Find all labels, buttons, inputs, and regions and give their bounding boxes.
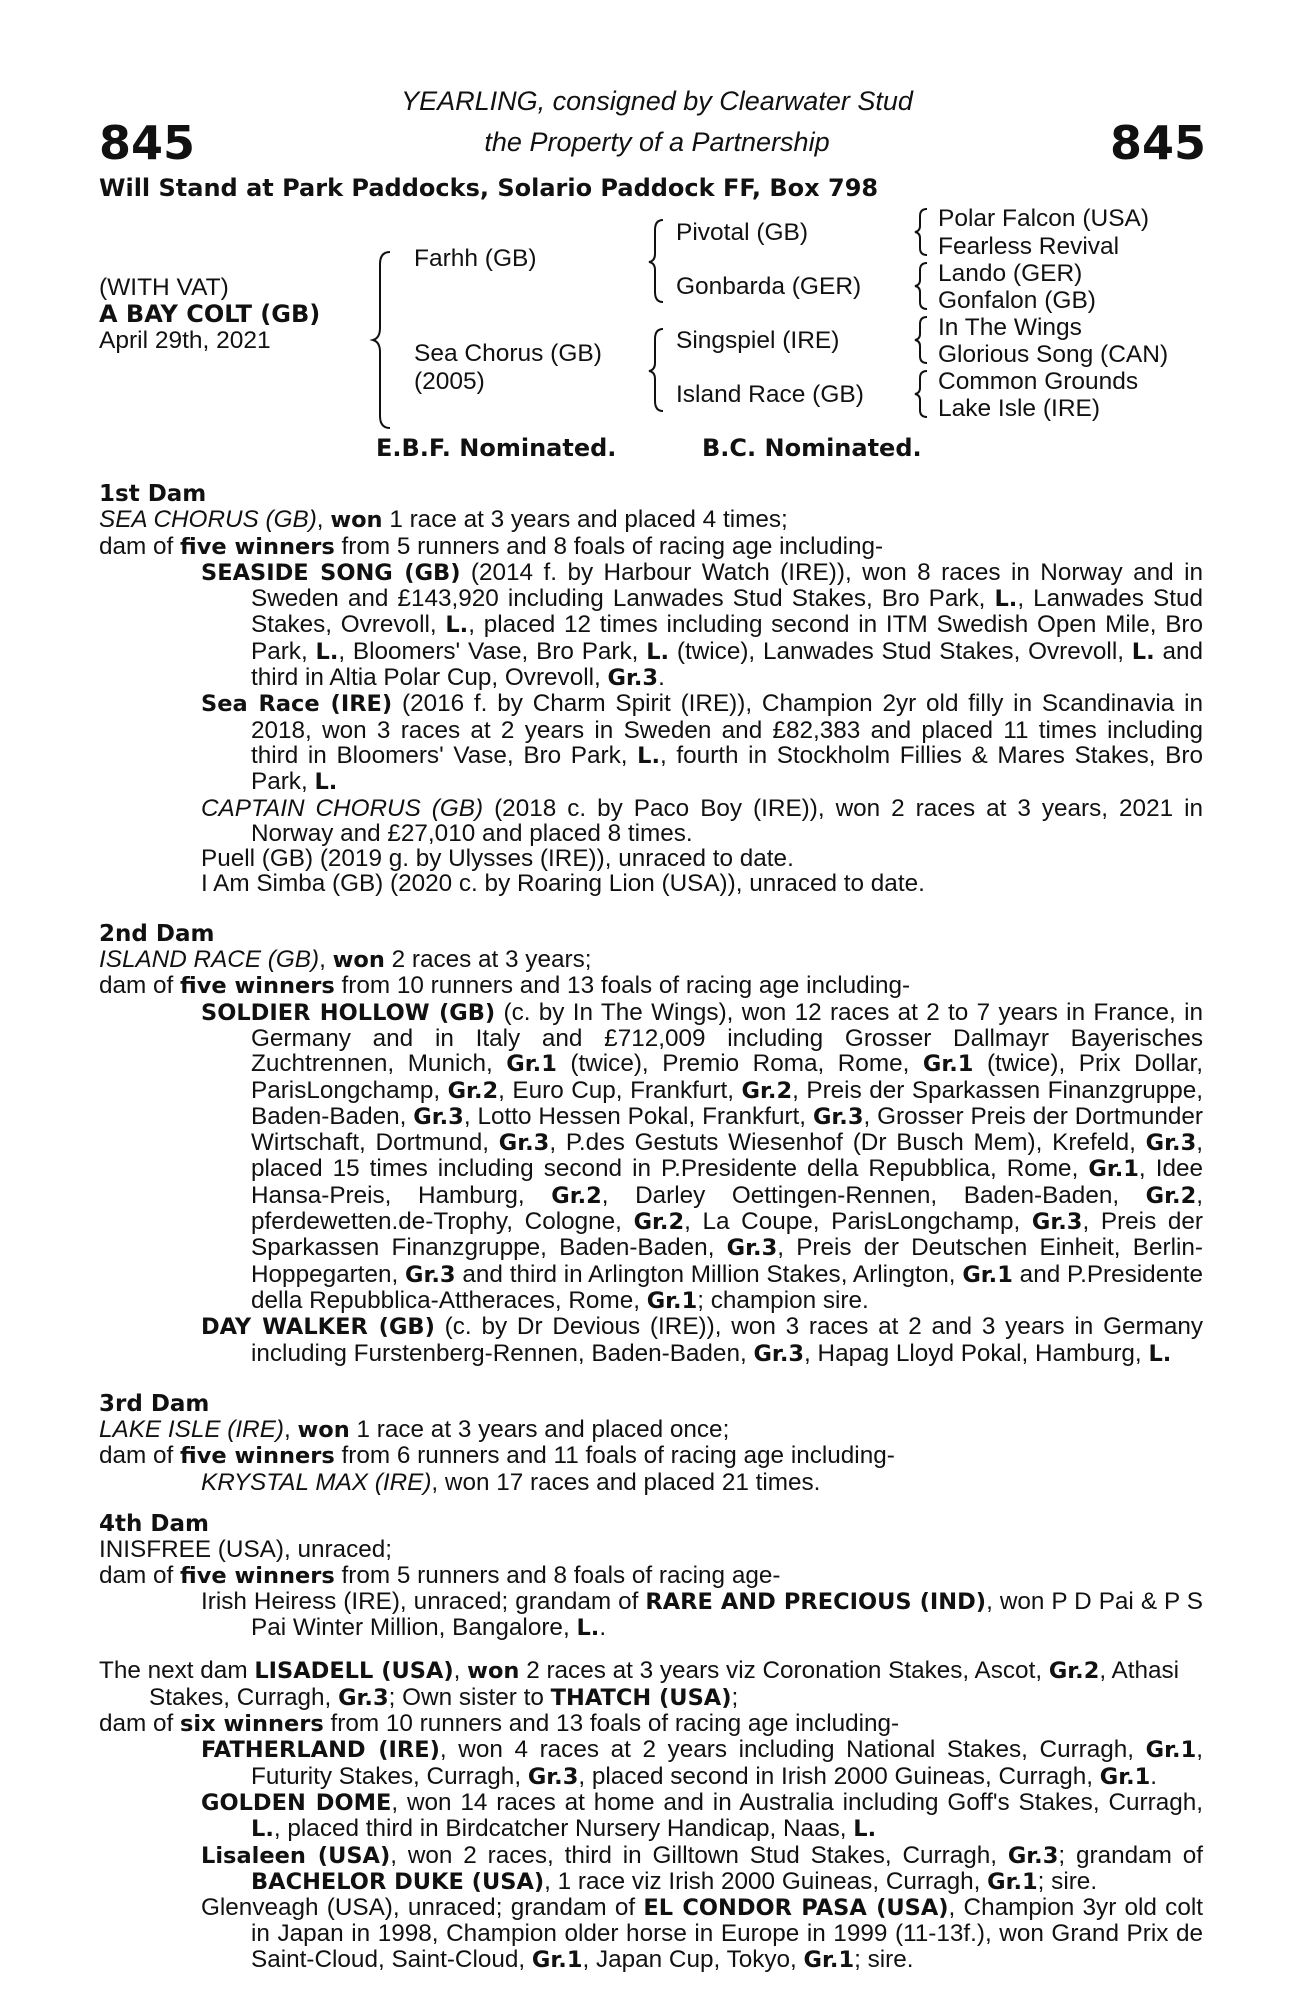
produce-i-am-simba: I Am Simba (GB) (2020 c. by Roaring Lion (USA)), unraced to date.	[201, 870, 925, 898]
produce-seaside-song: SEASIDE SONG (GB) (2014 f. by Harbour Watch (IRE)), won 8 races in Norway and in Sweden and £143,920 including Lanwades Stud Stakes, Bro Park, L., Lanwades Stud Stakes, Ovrevoll, L., placed 12 times including second in ITM Swedish Open Mile, Bro Park, L., Bloomers' Vase, Bro Park, L. (twice), Lanwades Stud Stakes, Ovrevoll, L. and third in Altia Polar Cup, Ovrevoll, Gr.3.	[201, 558, 1204, 692]
pedigree-g3: Lando (GER)	[938, 260, 1083, 287]
produce-fatherland: FATHERLAND (IRE), won 4 races at 2 years including National Stakes, Curragh, Gr.1, Futurity Stakes, Curragh, Gr.3, placed second in Irish 2000 Guineas, Curragh, Gr.1.	[201, 1736, 1203, 1790]
catalogue-body	[99, 482, 1203, 1973]
pedigree-dam: Sea Chorus (GB)	[414, 340, 602, 367]
pedigree-sire-dam: Gonbarda (GER)	[676, 273, 862, 300]
produce-puell: Puell (GB) (2019 g. by Ulysses (IRE)), unraced to date.	[201, 845, 794, 873]
produce-lisaleen: Lisaleen (USA), won 2 races, third in Gilltown Stud Stakes, Curragh, Gr.3; grandam of BACHELOR DUKE (USA), 1 race viz Irish 2000 Guineas, Curragh, Gr.1; sire.	[201, 1841, 1203, 1895]
third-dam-heading: 3rd Dam	[99, 1390, 210, 1417]
brace-sire-parents	[648, 218, 668, 304]
pedigree-g5: In The Wings	[938, 314, 1082, 341]
pedigree-g1: Polar Falcon (USA)	[938, 205, 1150, 232]
brace-gen3-b	[914, 261, 932, 311]
pedigree-dam-dam: Island Race (GB)	[676, 381, 864, 408]
stand-location: Will Stand at Park Paddocks, Solario Paddock FF, Box 798	[99, 174, 879, 202]
pedigree-g6: Glorious Song (CAN)	[938, 341, 1169, 368]
ebf-nomination: E.B.F. Nominated.	[376, 434, 617, 462]
lot-number-right: 845	[1110, 116, 1207, 170]
ownership-line: the Property of a Partnership	[484, 127, 830, 157]
next-dam-produce-summary: dam of six winners from 10 runners and 13 foals of racing age including-	[99, 1710, 900, 1738]
pedigree-g8: Lake Isle (IRE)	[938, 395, 1101, 422]
produce-glenveagh: Glenveagh (USA), unraced; grandam of EL CONDOR PASA (USA), Champion 3yr old colt in Japan in 1998, Champion older horse in Europe in 1999 (11-13f.), won Grand Prix de Saint-Cloud, Saint-Cloud, Gr.1, Japan Cup, Tokyo, Gr.1; sire.	[201, 1894, 1203, 1973]
produce-irish-heiress: Irish Heiress (IRE), unraced; grandam of RARE AND PRECIOUS (IND), won P D Pai & P S Pai Winter Million, Bangalore, L..	[201, 1587, 1203, 1642]
third-dam-produce-summary: dam of five winners from 6 runners and 11 foals of racing age including-	[99, 1442, 895, 1470]
foaling-date: April 29th, 2021	[99, 327, 271, 354]
second-dam-record: ISLAND RACE (GB), won 2 races at 3 years;	[99, 946, 592, 974]
fourth-dam-heading: 4th Dam	[99, 1510, 209, 1537]
pedigree-dam-year: (2005)	[414, 368, 485, 395]
third-dam-record: LAKE ISLE (IRE), won 1 race at 3 years and placed once;	[99, 1416, 730, 1444]
brace-gen3-d	[914, 369, 932, 419]
brace-sire-dam	[372, 250, 396, 430]
first-dam-heading: 1st Dam	[99, 481, 207, 507]
pedigree-g4: Gonfalon (GB)	[938, 287, 1096, 314]
vat-note: (WITH VAT)	[99, 274, 229, 301]
produce-golden-dome: GOLDEN DOME, won 14 races at home and in Australia including Goff's Stakes, Curragh, L., placed third in Birdcatcher Nursery Handicap, Naas, L.	[201, 1788, 1203, 1843]
produce-captain-chorus: CAPTAIN CHORUS (GB) (2018 c. by Paco Boy (IRE)), won 2 races at 3 years, 2021 in Norway and £27,010 and placed 8 times.	[201, 794, 1204, 847]
horse-name: A BAY COLT (GB)	[99, 300, 321, 328]
bc-nomination: B.C. Nominated.	[702, 434, 922, 462]
brace-gen3-a	[914, 207, 932, 257]
second-dam-heading: 2nd Dam	[99, 920, 215, 947]
pedigree-dam-sire: Singspiel (IRE)	[676, 327, 840, 354]
pedigree-sire: Farhh (GB)	[414, 245, 537, 272]
first-dam-record: SEA CHORUS (GB), won 1 race at 3 years and placed 4 times;	[99, 506, 788, 534]
second-dam-produce-summary: dam of five winners from 10 runners and 13 foals of racing age including-	[99, 972, 911, 1000]
next-dam-record: The next dam LISADELL (USA), won 2 races at 3 years viz Coronation Stakes, Ascot, Gr.2, Athasi Stakes, Curragh, Gr.3; Own sister to THATCH (USA);	[99, 1657, 1180, 1711]
produce-soldier-hollow: SOLDIER HOLLOW (GB) (c. by In The Wings), won 12 races at 2 to 7 years in France, in Germany and in Italy and £712,009 including Grosser Dallmayr Bayerisches Zuchtrennen, Munich, Gr.1 (twice), Premio Roma, Rome, Gr.1 (twice), Prix Dollar, ParisLongchamp, Gr.2, Euro Cup, Frankfurt, Gr.2, Preis der Sparkassen Finanzgruppe, Baden-Baden, Gr.3, Lotto Hessen Pokal, Frankfurt, Gr.3, Grosser Preis der Dortmunder Wirtschaft, Dortmund, Gr.3, P.des Gestuts Wiesenhof (Dr Busch Mem), Krefeld, Gr.3, placed 15 times including second in P.Presidente della Repubblica, Rome, Gr.1, Idee Hansa-Preis, Hamburg, Gr.2, Darley Oettingen-Rennen, Baden-Baden, Gr.2, pferdewetten.de-Trophy, Cologne, Gr.2, La Coupe, ParisLongchamp, Gr.3, Preis der Sparkassen Finanzgruppe, Baden-Baden, Gr.3, Preis der Deutschen Einheit, Berlin-Hoppegarten, Gr.3 and third in Arlington Million Stakes, Arlington, Gr.1 and P.Presidente della Repubblica-Attheraces, Rome, Gr.1; champion sire.	[201, 998, 1203, 1314]
fourth-dam-produce-summary: dam of five winners from 5 runners and 8 foals of racing age-	[99, 1561, 781, 1589]
pedigree-g7: Common Grounds	[938, 368, 1139, 395]
first-dam-produce-summary: dam of five winners from 5 runners and 8 foals of racing age including-	[99, 532, 884, 560]
produce-krystal-max: KRYSTAL MAX (IRE), won 17 races and placed 21 times.	[201, 1468, 821, 1496]
produce-day-walker: DAY WALKER (GB) (c. by Dr Devious (IRE)), won 3 races at 2 and 3 years in Germany including Furstenberg-Rennen, Baden-Baden, Gr.3, Hapag Lloyd Pokal, Hamburg, L.	[201, 1313, 1203, 1367]
lot-number-left: 845	[99, 116, 196, 170]
consignor-line: YEARLING, consigned by Clearwater Stud	[401, 86, 913, 116]
brace-dam-parents	[648, 327, 668, 413]
fourth-dam-record: INISFREE (USA), unraced;	[99, 1536, 392, 1564]
pedigree-g2: Fearless Revival	[938, 233, 1120, 260]
brace-gen3-c	[914, 315, 932, 365]
produce-sea-race: Sea Race (IRE) (2016 f. by Charm Spirit (IRE)), Champion 2yr old filly in Scandinavia in 2018, won 3 races at 2 years in Sweden and £82,383 and placed 11 times including third in Bloomers' Vase, Bro Park, L., fourth in Stockholm Fillies & Mares Stakes, Bro Park, L.	[201, 690, 1203, 796]
pedigree-sire-sire: Pivotal (GB)	[676, 219, 809, 246]
